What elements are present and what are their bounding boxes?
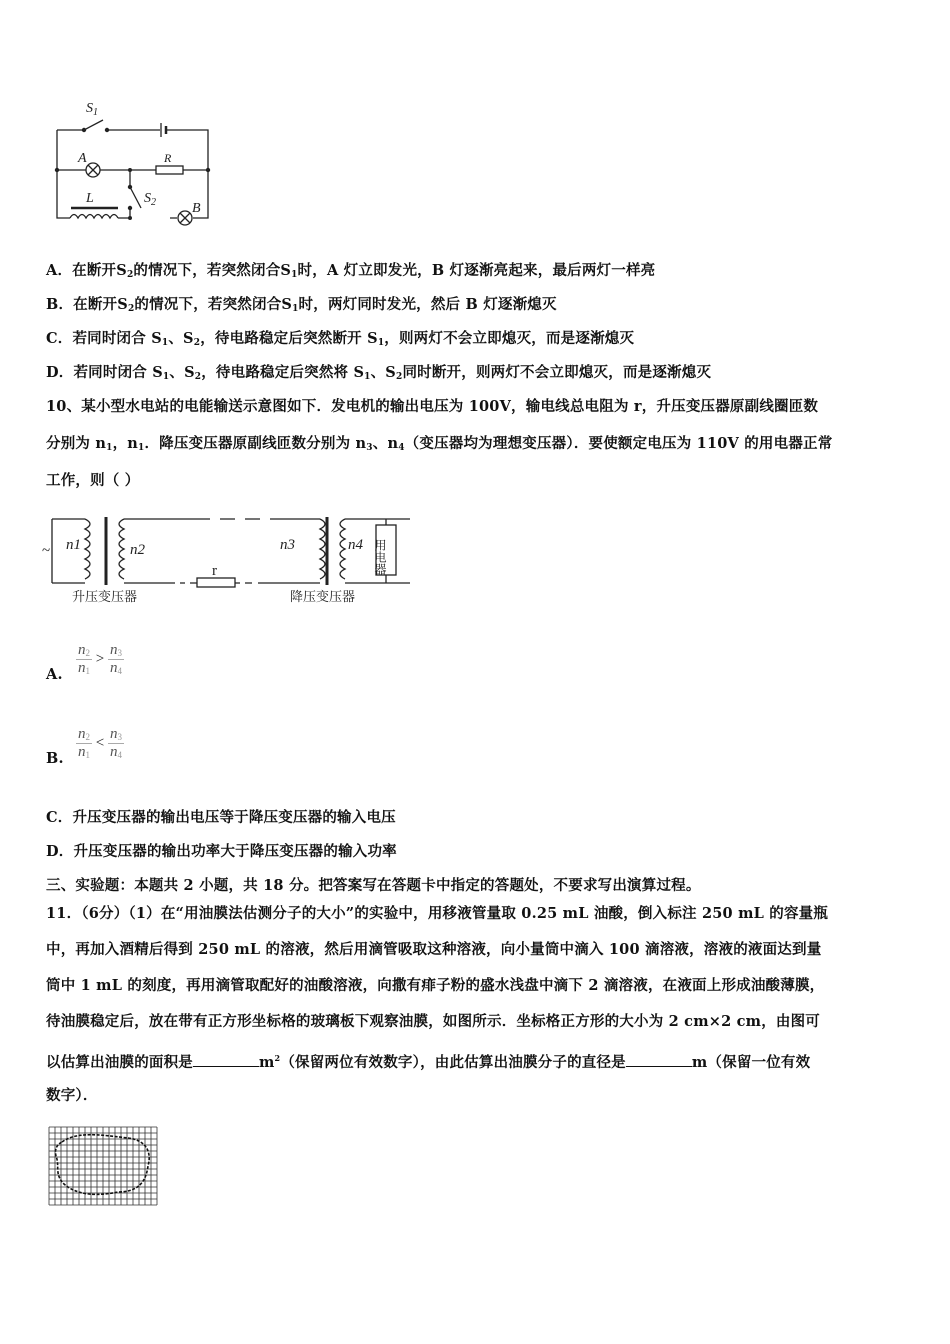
label-s1: $S_1$ [86,101,98,118]
label-n4: n4 [348,537,363,553]
label-a: A [78,151,87,166]
q10-option-b-label[interactable]: B. [46,750,64,767]
oil-film-grid-figure [48,1126,158,1206]
q10-option-c[interactable]: C．升压变压器的输出电压等于降压变压器的输入电压 [46,809,396,826]
label-n2: n2 [130,542,145,558]
label-n1: n1 [66,537,81,553]
label-n3: n3 [280,537,295,553]
q11-line1: 11．（6分）（1）在“用油膜法估测分子的大小”的实验中，用移液管量取 0.25 mL 油酸，倒入标注 250 mL 的容量瓶 [46,905,829,922]
answer-blank-diameter[interactable] [626,1054,692,1067]
q11-line5: 以估算出油膜的面积是 $m^2$（保留两位有效数字），由此估算出油膜分子的直径是 m（保留一位有效 [46,1053,811,1071]
q9-option-a[interactable]: A．在断开$S_2$的情况下，若突然闭合$S_1$时，A 灯立即发光，B 灯逐渐亮起来，最后两灯一样亮 [46,262,656,280]
answer-blank-area[interactable] [193,1054,259,1067]
section-3-heading: 三、实验题：本题共 2 小题，共 18 分。把答案写在答题卡中指定的答题处，不要求写出演算过程。 [46,877,701,894]
q10-option-a-label[interactable]: A. [46,666,63,683]
transmission-diagram [40,505,415,610]
circuit-diagram [40,90,240,230]
q10-option-d[interactable]: D．升压变压器的输出功率大于降压变压器的输入功率 [46,843,397,860]
q11-line6: 数字）． [46,1087,98,1104]
q10-option-b-formula[interactable]: $\frac{n_2}{n_1}$ < $\frac{n_3}{n_4}$ [78,726,122,760]
ac-source-symbol: ~ [42,543,51,559]
label-s2: $S_2$ [144,191,156,208]
q11-line4: 待油膜稳定后，放在带有正方形坐标格的玻璃板下观察油膜，如图所示．坐标格正方形的大小为 2 cm×2 cm，由图可 [46,1013,821,1030]
q11-line2: 中，再加入酒精后得到 250 mL 的溶液，然后用滴管吸取这种溶液，向小量筒中滴入 100 滴溶液，溶液的液面达到量 [46,941,822,958]
q10-stem-line3: 工作，则（ ） [46,472,140,489]
label-step-down: 降压变压器 [290,590,356,605]
label-l: L [86,191,94,206]
label-r: r [212,563,217,579]
label-load: 用电器 [373,539,387,575]
q10-stem-line2: 分别为 $n_1$，$n_1$．降压变压器原副线匝数分别为 $n_3$、$n_4$（变压器均为理想变压器）．要使额定电压为 110V 的用电器正常 [46,435,833,453]
q11-line3: 筒中 1 mL 的刻度，再用滴管取配好的油酸溶液，向撒有痱子粉的盛水浅盘中滴下 2 滴溶液，在液面上形成油酸薄膜， [46,977,825,994]
q9-option-d[interactable]: D．若同时闭合 $S_1$、$S_2$，待电路稳定后突然将 $S_1$、$S_2$同时断开，则两灯不会立即熄灭，而是逐渐熄灭 [46,364,712,382]
q10-stem-line1: 10、某小型水电站的电能输送示意图如下．发电机的输出电压为 100V，输电线总电阻为 r，升压变压器原副线圈匝数 [46,398,819,415]
q9-option-b[interactable]: B．在断开$S_2$的情况下，若突然闭合$S_1$时，两灯同时发光，然后 B 灯逐渐熄灭 [46,296,557,314]
label-r: R [164,151,172,165]
label-step-up: 升压变压器 [72,590,138,605]
q10-option-a-formula[interactable]: $\frac{n_2}{n_1}$ > $\frac{n_3}{n_4}$ [78,642,122,676]
oil-film-outline [55,1135,149,1195]
label-b: B [192,201,201,216]
q9-option-c[interactable]: C．若同时闭合 $S_1$、$S_2$，待电路稳定后突然断开 $S_1$，则两灯不会立即熄灭，而是逐渐熄灭 [46,330,635,348]
